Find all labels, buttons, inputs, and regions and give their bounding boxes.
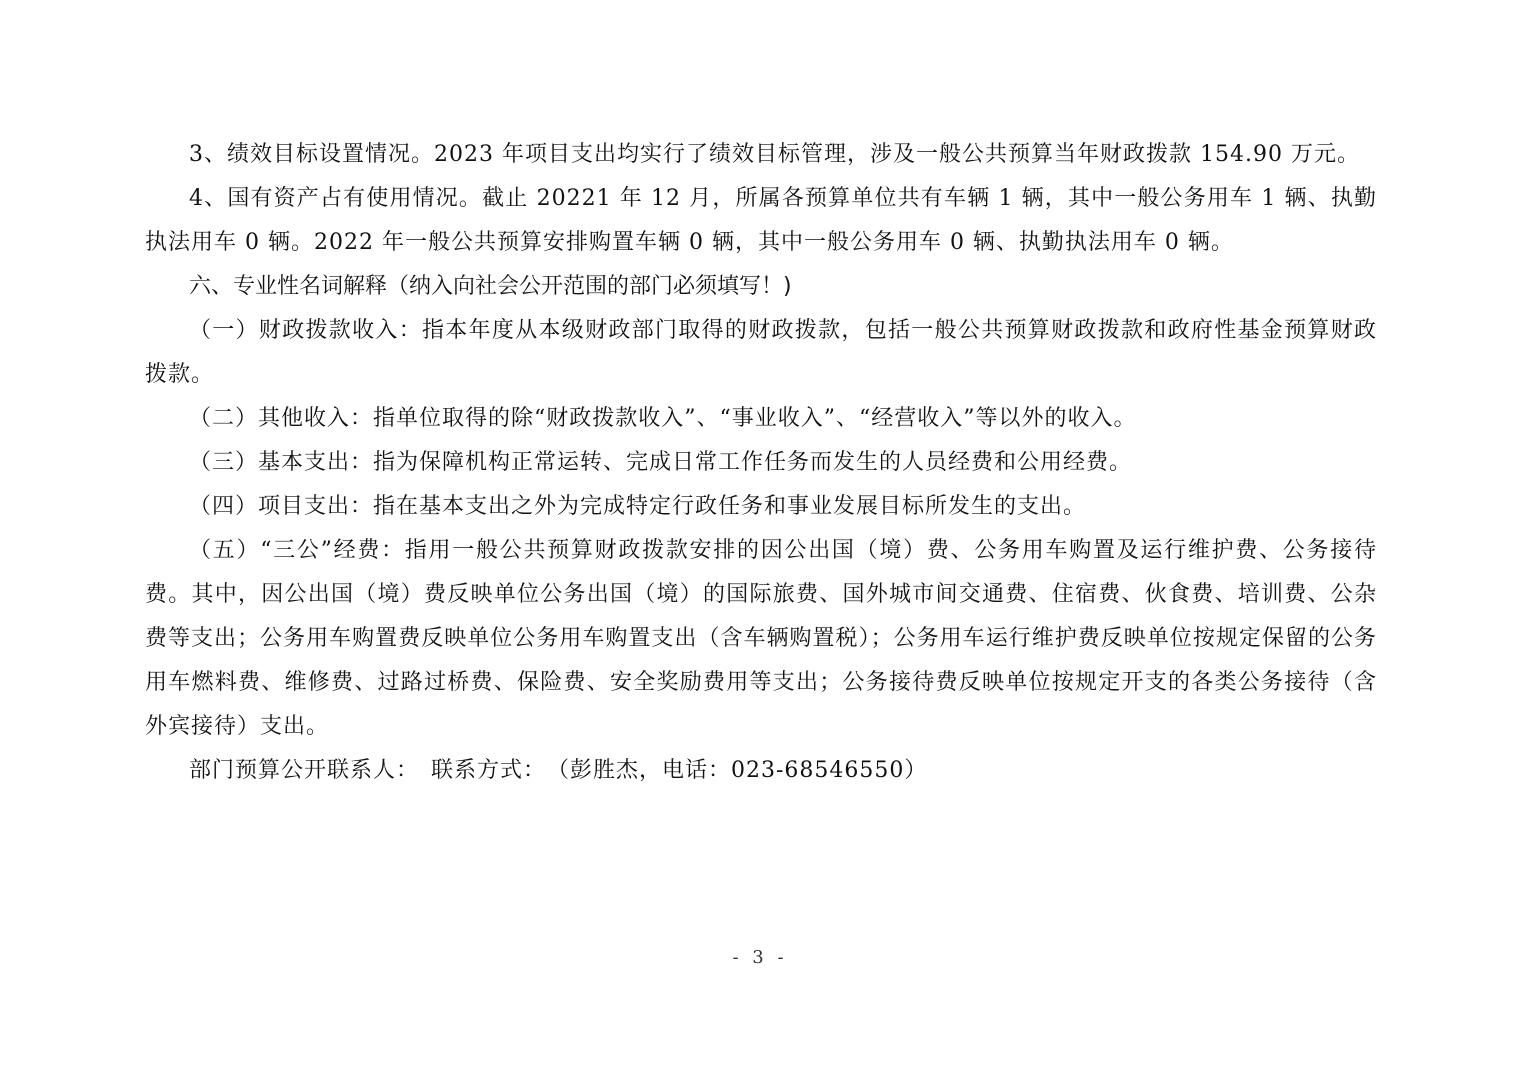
paragraph-performance-targets: 3、绩效目标设置情况。2023 年项目支出均实行了绩效目标管理，涉及一般公共预算当年财政拨款 154.90 万元。 (189, 142, 1360, 167)
section-heading-terms: 六、专业性名词解释（纳入向社会公开范围的部门必须填写！) (189, 274, 792, 299)
document-body (145, 133, 1377, 793)
page-number: - 3 - (732, 947, 788, 968)
paragraph-state-assets: 4、国有资产占有使用情况。截止 20221 年 12 月，所属各预算单位共有车辆 1 辆，其中一般公务用车 1 辆、执勤执法用车 0 辆。2022 年一般公共预算安排购置车辆 0 辆，其中一般公务用车 0 辆、执勤执法用车 0 辆。 (145, 186, 1377, 255)
definition-three-public-expenses: （五）“三公”经费：指用一般公共预算财政拨款安排的因公出国（境）费、公务用车购置及运行维护费、公务接待费。其中，因公出国（境）费反映单位公务出国（境）的国际旅费、国外城市间交通费、住宿费、伙食费、培训费、公杂费等支出；公务用车购置费反映单位公务用车购置支出（含车辆购置税）；公务用车运行维护费反映单位按规定保留的公务用车燃料费、维修费、过路过桥费、保险费、安全奖励费用等支出；公务接待费反映单位按规定开支的各类公务接待（含外宾接待）支出。 (145, 538, 1377, 739)
definition-project-expenditure: （四）项目支出：指在基本支出之外为完成特定行政任务和事业发展目标所发生的支出。 (189, 494, 1087, 519)
definition-other-income: （二）其他收入：指单位取得的除“财政拨款收入”、“事业收入”、“经营收入”等以外的收入。 (189, 406, 1137, 431)
definition-fiscal-appropriation-income: （一）财政拨款收入：指本年度从本级财政部门取得的财政拨款，包括一般公共预算财政拨款和政府性基金预算财政拨款。 (145, 318, 1377, 387)
contact-line: 部门预算公开联系人： 联系方式： （彭胜杰，电话：023-68546550） (189, 758, 928, 783)
definition-basic-expenditure: （三）基本支出：指为保障机构正常运转、完成日常工作任务而发生的人员经费和公用经费。 (189, 450, 1133, 475)
